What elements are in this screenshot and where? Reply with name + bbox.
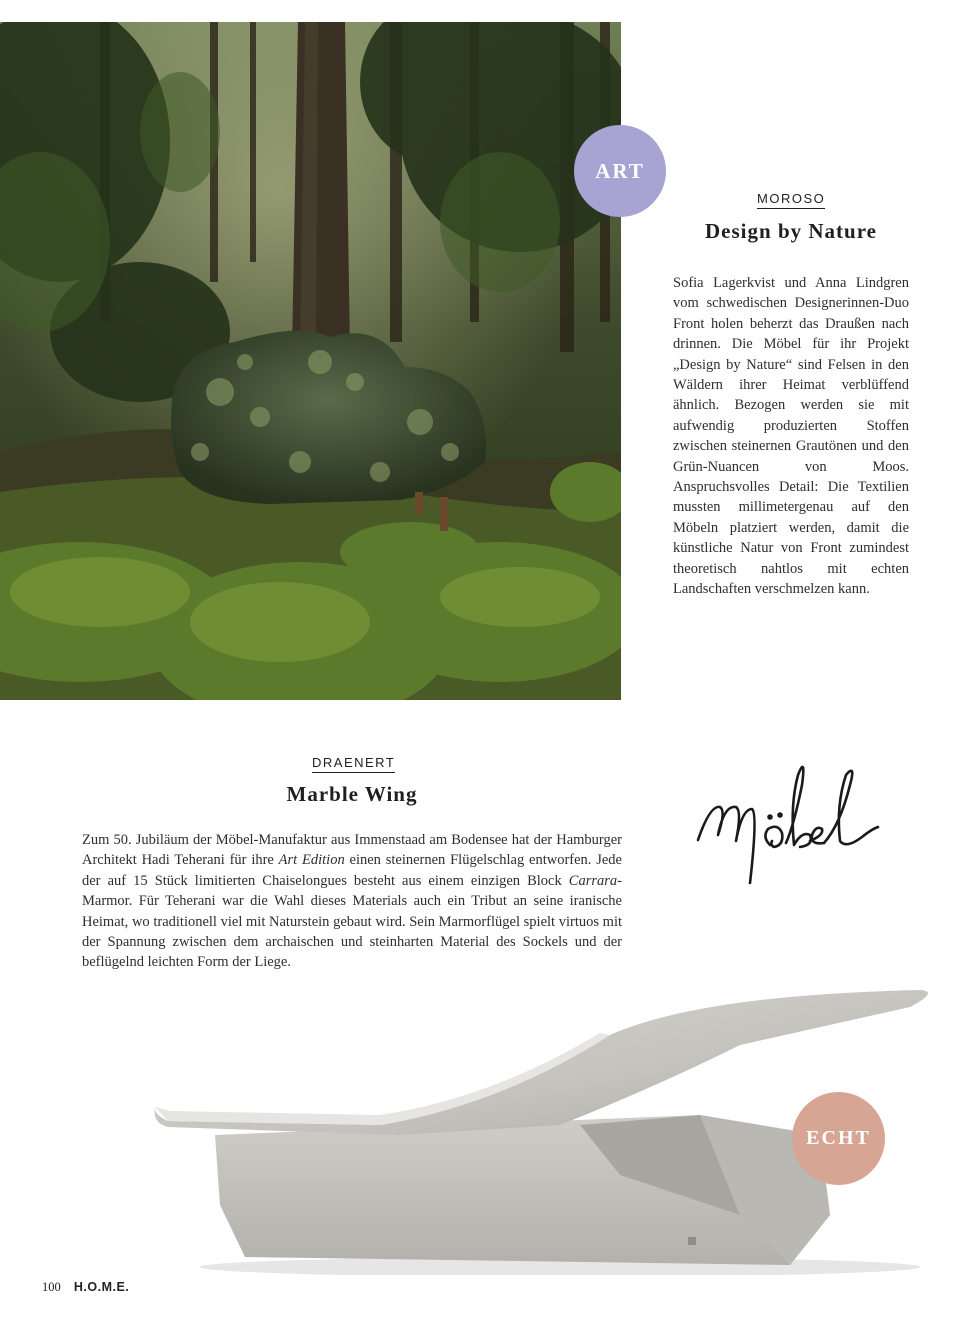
moroso-paragraph: Sofia Lagerkvist und Anna Lindgren vom schwedischen Designerinnen-Duo Front holen beherzt das Draußen nach drinnen. Die Möbel für ihr Projekt „Design by Nature“ sind Felsen in den Wäldern ihrer Heimat verblüffend ähnlich. Bezogen werden sie mit aufwendig produzierten Stoffen zwischen steinernen Grautönen und den Grün-Nuancen von Moos. Anspruchsvolles Detail: Die Textilien mussten millimetergenau auf den Möbeln platziert werden, damit die künstliche Natur von Front zumindest theoretisch nahtlos mit echten Landschaften verschmelzen kann.	[673, 275, 909, 598]
echt-badge	[792, 1092, 885, 1185]
art-badge	[574, 125, 666, 217]
moebel-script-lettering	[690, 745, 890, 895]
draenert-text-part-1: Zum 50. Jubiläum der Möbel-Manufaktur aus Immenstaad am Bodensee hat der Hamburger Architekt Hadi Teherani für ihre	[82, 832, 622, 869]
draenert-brand-label: DRAENERT	[312, 755, 395, 773]
echt-badge-label: ECHT	[806, 1127, 871, 1149]
magazine-name: H.O.M.E.	[73, 1280, 130, 1294]
draenert-title: Marble Wing	[286, 782, 418, 806]
draenert-paragraph	[82, 830, 622, 973]
moroso-title: Design by Nature	[705, 219, 877, 243]
moroso-body-text	[673, 273, 909, 600]
moroso-brand-label: MOROSO	[757, 191, 825, 209]
forest-photo	[0, 22, 621, 700]
draenert-text-part-3: -Marmor. Für Teherani war die Wahl dieses Materials auch ein Tribut an seine iranische Heimat, wo traditionell viel mit Naturstein gebaut wird. Sein Marmorflügel spielt virtuos mit der Spannung zwischen dem archaischen und steinharten Material des Sockels und der beflügelnd leichten Form der Liege.	[82, 872, 622, 971]
draenert-text-part-2: einen steinernen Flügelschlag entworfen. Jede der auf 15 Stück limitierten Chaiselongues besteht aus einem einzigen Block	[82, 852, 622, 889]
draenert-body-text	[82, 830, 622, 973]
carrara-emphasis: Carrara	[568, 872, 618, 889]
art-badge-label: ART	[595, 158, 645, 183]
art-edition-emphasis: Art Edition	[278, 852, 345, 869]
page-footer	[42, 1280, 129, 1295]
page-number: 100	[42, 1280, 61, 1294]
